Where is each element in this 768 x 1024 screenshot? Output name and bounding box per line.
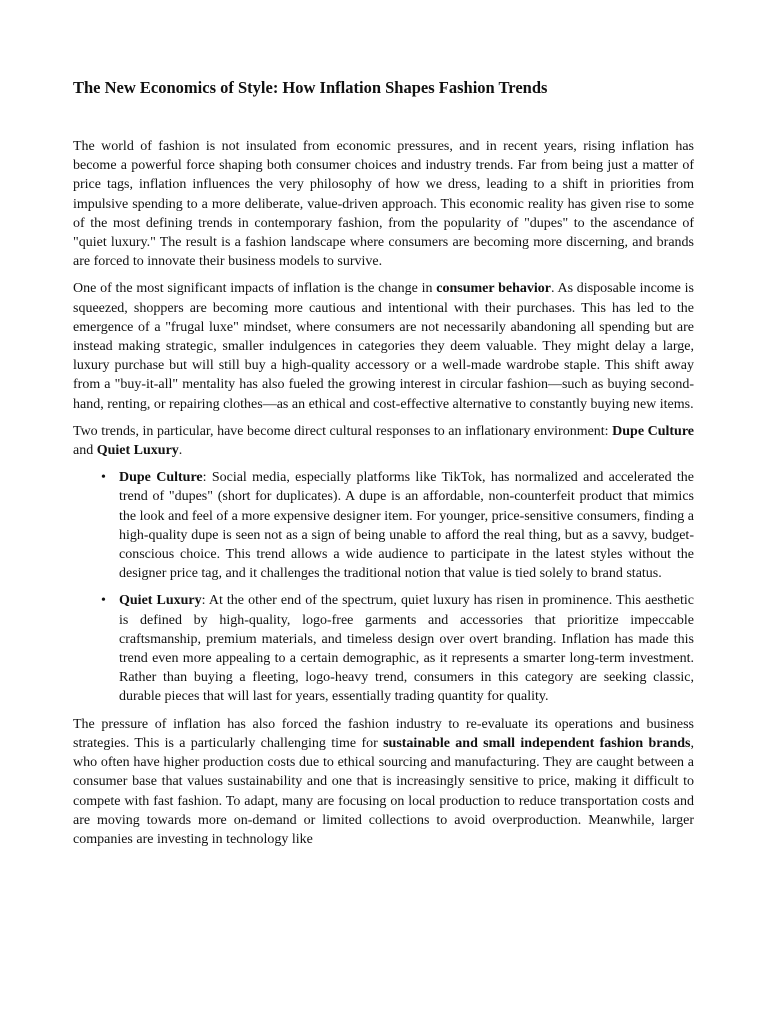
paragraph-text: and [73,443,97,459]
article-title: The New Economics of Style: How Inflation Shapes Fashion Trends [73,78,548,97]
list-item-text: : Social media, especially platforms like TikTok, has normalized and accelerated the trend of "dupes" (short for duplicates). A dupe is an affordable, non-counterfeit product that mimics the look and feel of a more expensive designer item. For younger, price-sensitive consumers, finding a high-quality dupe is seen not as a sign of being unable to afford the real thing, but as a savvy, budget-conscious choice. This trend allows a wide audience to participate in the latest styles without the designer price tag, and it challenges the traditional notion that value is tied solely to brand status. [119,470,694,582]
bold-term: Quiet Luxury [96,443,179,459]
trends-list [73,468,694,706]
list-item [101,468,694,583]
bold-term: consumer behavior [436,281,551,297]
bullet-marker: • [101,593,106,609]
list-item-term: Dupe Culture [119,470,203,486]
document-page [73,76,694,857]
bold-term: sustainable and small independent fashion brands [383,735,691,751]
industry-paragraph [73,715,694,849]
trends-intro-paragraph [73,422,694,460]
paragraph-text: , who often have higher production costs due to ethical sourcing and manufacturing. They are caught between a consumer base that values sustainability and one that is increasingly sensitive to price, making it difficult to compete with fast fashion. To adapt, many are focusing on local production to reduce transportation costs and are moving towards more on-demand or limited collections to avoid overproduction. Meanwhile, larger companies are investing in technology like [73,735,694,847]
paragraph-text: . [178,443,183,459]
intro-paragraph: The world of fashion is not insulated from economic pressures, and in recent years, rising inflation has become a powerful force shaping both consumer choices and industry trends. Far from being just a matter of price tags, inflation influences the very philosophy of how we dress, leading to a shift in priorities from impulsive spending to a more deliberate, value-driven approach. This economic reality has given rise to some of the most defining trends in contemporary fashion, from the popularity of "dupes" to the ascendance of "quiet luxury." The result is a fashion landscape where consumers are becoming more discerning, and brands are forced to innovate their business models to survive. [73,139,694,270]
paragraph-text: One of the most significant impacts of inflation is the change in [73,281,437,297]
paragraph-text: Two trends, in particular, have become direct cultural responses to an inflationary environment: [73,423,613,439]
list-item [101,591,694,706]
list-item-text: : At the other end of the spectrum, quiet luxury has risen in prominence. This aesthetic is defined by high-quality, logo-free garments and accessories that prioritize impeccable craftsmanship, premium materials, and timeless design over overt branding. Inflation has made this trend even more appealing to a certain demographic, as it represents a smarter long-term investment. Rather than buying a fleeting, logo-heavy trend, consumers in this category are seeking classic, durable pieces that will last for years, essentially trading quantity for quality. [119,593,694,705]
paragraph-text: The pressure of inflation has also forced the fashion industry to re-evaluate its operations and business strategies. This is a particularly challenging time for [73,716,694,751]
consumer-behavior-paragraph [73,279,694,413]
bold-term: Dupe Culture [612,423,694,439]
bullet-marker: • [101,470,106,486]
paragraph-text: . As disposable income is squeezed, shoppers are becoming more cautious and intentional with their purchases. This has led to the emergence of a "frugal luxe" mindset, where consumers are not necessarily abandoning all spending but are instead making strategic, smaller indulgences in categories they deem valuable. They might delay a large, luxury purchase but will still buy a high-quality accessory or a well-made wardrobe staple. This shift away from a "buy-it-all" mentality has also fueled the growing interest in circular fashion—such as buying second-hand, renting, or repairing clothes—as an ethical and cost-effective alternative to constantly buying new items. [73,281,694,412]
list-item-term: Quiet Luxury [119,593,202,609]
